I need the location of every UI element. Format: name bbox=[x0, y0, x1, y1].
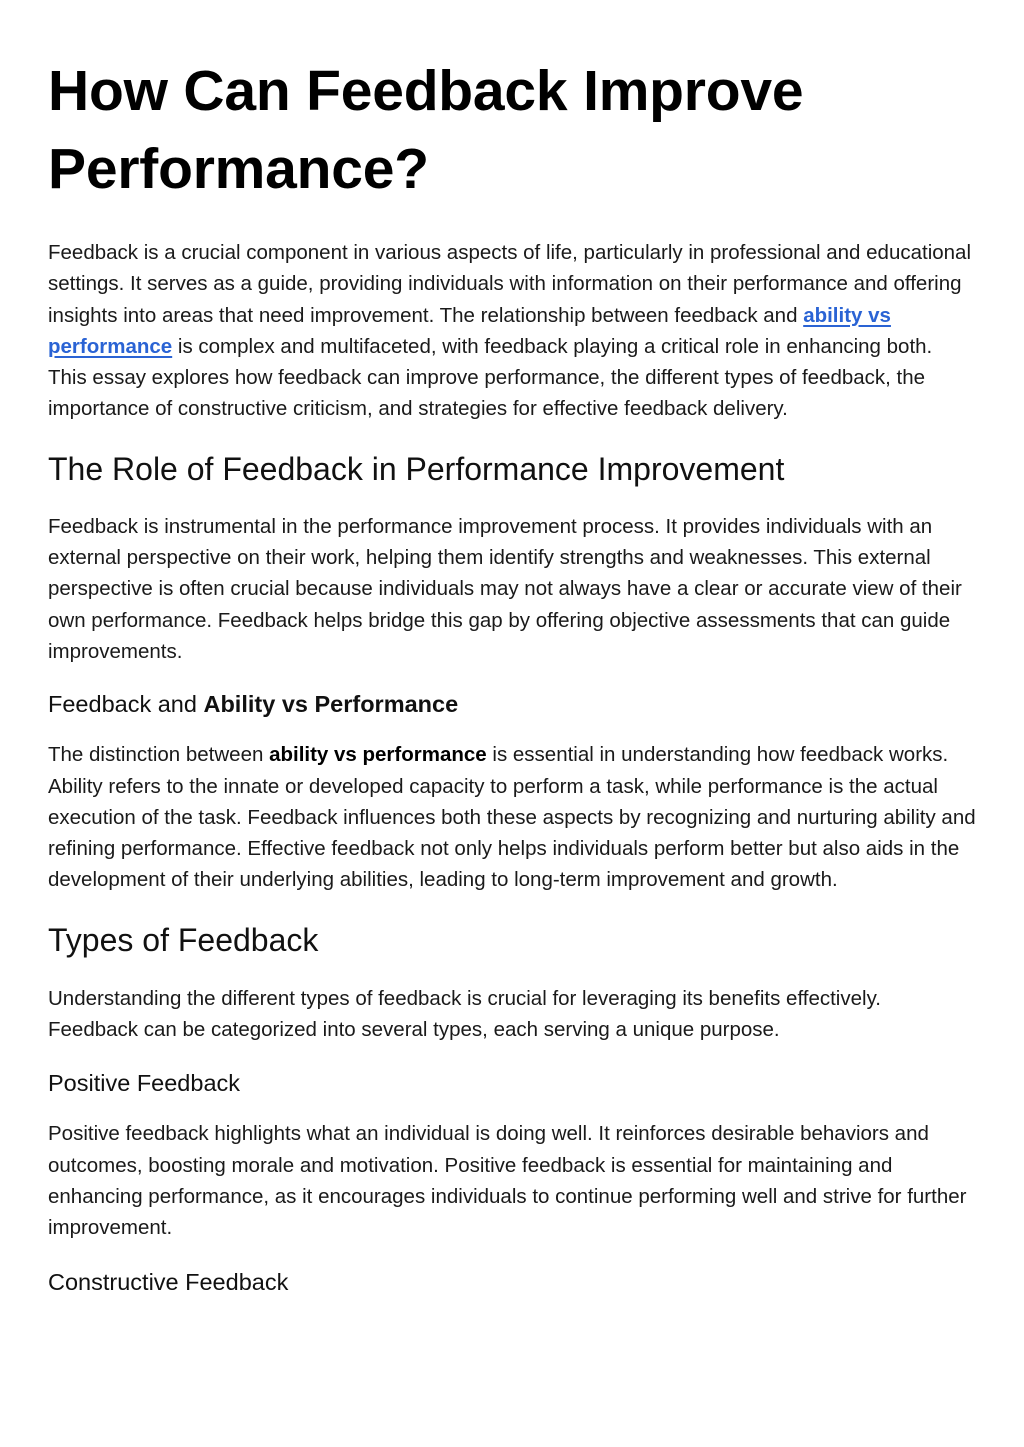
ability-body-bold: ability vs performance bbox=[269, 743, 487, 767]
role-section-paragraph: Feedback is instrumental in the performance improvement process. It provides individuals with an external perspective on their work, helping them identify strengths and weaknesses. This external perspective is often crucial because individuals may not always have a clear or accurate view of their own performance. Feedback helps bridge this gap by offering objective assessments that can guide improvements. bbox=[48, 514, 962, 663]
ability-heading-bold: Ability vs Performance bbox=[203, 691, 459, 718]
page-title: How Can Feedback Improve Performance? bbox=[48, 59, 804, 201]
types-section-heading: Types of Feedback bbox=[48, 921, 319, 958]
ability-body-rest: is essential in understanding how feedback works. Ability refers to the innate or developed capacity to perform a task, while performance is the actual execution of the task. Feedback influences both these aspects by recognizing and nurturing ability and refining performance. Effective feedback not only helps individuals perform better but also aids in the development of their underlying abilities, leading to long-term improvement and growth. bbox=[48, 743, 976, 892]
intro-paragraph bbox=[48, 237, 976, 425]
ability-vs-performance-link[interactable]: ability vs performance bbox=[48, 303, 891, 358]
intro-text-end: is complex and multifaceted, with feedback playing a critical role in enhancing both. This essay explores how feedback can improve performance, the different types of feedback, the importance of constructive criticism, and strategies for effective feedback delivery. bbox=[48, 334, 933, 421]
positive-feedback-paragraph: Positive feedback highlights what an individual is doing well. It reinforces desirable behaviors and outcomes, boosting morale and motivation. Positive feedback is essential for maintaining and enhancing performance, as it encourages individuals to continue performing well and strive for further improvement. bbox=[48, 1122, 967, 1240]
role-section-heading: The Role of Feedback in Performance Improvement bbox=[48, 450, 785, 487]
intro-text-start: Feedback is a crucial component in various aspects of life, particularly in professional and educational settings. It serves as a guide, providing individuals with information on their performance and offering insights into areas that need improvement. The relationship between feedback and bbox=[48, 241, 972, 327]
ability-section-heading bbox=[48, 688, 976, 720]
constructive-feedback-heading: Constructive Feedback bbox=[48, 1268, 289, 1295]
ability-heading-prefix: Feedback and bbox=[48, 691, 204, 718]
types-section-paragraph: Understanding the different types of feedback is crucial for leveraging its benefits effectively. Feedback can be categorized into several types, each serving a unique purpose. bbox=[48, 986, 881, 1042]
positive-feedback-heading: Positive Feedback bbox=[48, 1070, 241, 1097]
ability-section-paragraph bbox=[48, 739, 976, 895]
ability-body-prefix: The distinction between bbox=[48, 743, 270, 767]
